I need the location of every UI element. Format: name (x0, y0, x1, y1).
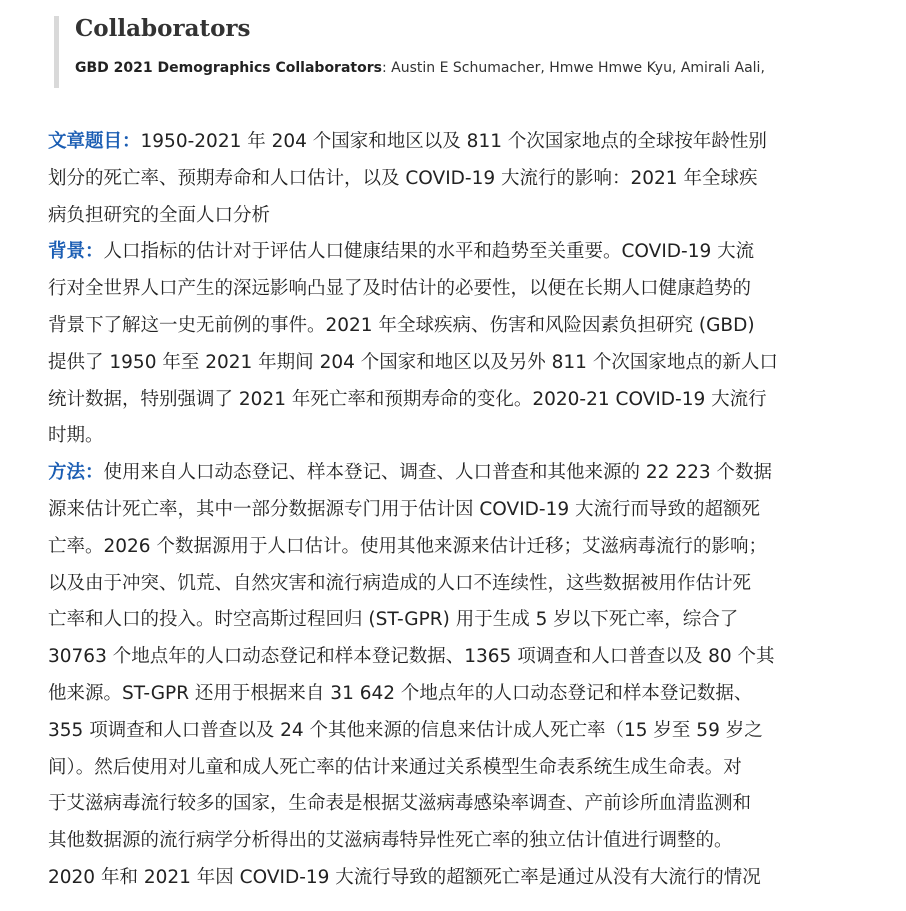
methods-line-12: 2020 年和 2021 年因 COVID-19 大流行导致的超额死亡率是通过从没有大流行的情况 (48, 866, 761, 888)
methods-paragraph (48, 455, 868, 897)
methods-label: 方法： (48, 462, 104, 484)
background-line-1: 人口指标的估计对于评估人口健康结果的水平和趋势至关重要。COVID-19 大流 (103, 241, 755, 263)
title-line-1: 1950-2021 年 204 个国家和地区以及 811 个次国家地点的全球按年龄性别 (140, 131, 767, 152)
collaborators-box (54, 16, 874, 88)
collaborators-names: : Austin E Schumacher, Hmwe Hmwe Kyu, Amirali Aali, (381, 60, 765, 76)
methods-line-6: 30763 个地点年的人口动态登记和样本登记数据、1365 项调查和人口普查以及 80 个其 (48, 646, 775, 668)
background-line-2: 行对全世界人口产生的深远影响凸显了及时估计的必要性，以便在长期人口健康趋势的 (48, 278, 752, 300)
background-line-3: 背景下了解这一史无前例的事件。2021 年全球疾病、伤害和风险因素负担研究 (GBD) (48, 314, 755, 336)
article-content (48, 124, 868, 897)
background-line-6: 时期。 (48, 425, 104, 447)
title-label: 文章题目： (48, 131, 141, 152)
background-label: 背景： (48, 241, 104, 263)
title-line-2: 划分的死亡率、预期寿命和人口估计，以及 COVID-19 大流行的影响：2021 年全球疾 (48, 167, 758, 189)
background-line-5: 统计数据，特别强调了 2021 年死亡率和预期寿命的变化。2020-21 COVID-19 大流行 (48, 388, 767, 410)
methods-line-1: 使用来自人口动态登记、样本登记、调查、人口普查和其他来源的 22 223 个数据 (103, 462, 773, 484)
methods-line-4: 以及由于冲突、饥荒、自然灾害和流行病造成的人口不连续性，这些数据被用作估计死 (48, 572, 752, 594)
collaborators-line (75, 58, 874, 78)
title-paragraph (48, 124, 868, 234)
methods-line-9: 间）。然后使用对儿童和成人死亡率的估计来通过关系模型生命表系统生成生命表。对 (48, 756, 742, 778)
methods-line-8: 355 项调查和人口普查以及 24 个其他来源的信息来估计成人死亡率（15 岁至 59 岁之 (48, 719, 763, 741)
methods-line-3: 亡率。2026 个数据源用于人口估计。使用其他来源来估计迁移；艾滋病毒流行的影响； (48, 535, 767, 557)
background-line-4: 提供了 1950 年至 2021 年期间 204 个国家和地区以及另外 811 个次国家地点的新人口 (48, 351, 778, 373)
methods-line-10: 于艾滋病毒流行较多的国家，生命表是根据艾滋病毒感染率调查、产前诊所血清监测和 (48, 793, 752, 815)
collaborators-group: GBD 2021 Demographics Collaborators (75, 60, 382, 76)
methods-line-5: 亡率和人口的投入。时空高斯过程回归 (ST-GPR) 用于生成 5 岁以下死亡率，综合了 (48, 609, 739, 631)
methods-line-7: 他来源。ST-GPR 还用于根据来自 31 642 个地点年的人口动态登记和样本登记数据、 (48, 682, 753, 704)
title-line-3: 病负担研究的全面人口分析 (48, 204, 271, 226)
methods-line-2: 源来估计死亡率，其中一部分数据源专门用于估计因 COVID-19 大流行而导致的超额死 (48, 498, 760, 520)
methods-line-11: 其他数据源的流行病学分析得出的艾滋病毒特异性死亡率的独立估计值进行调整的。 (48, 830, 733, 852)
collaborators-heading: Collaborators (75, 15, 251, 42)
background-paragraph (48, 234, 868, 455)
